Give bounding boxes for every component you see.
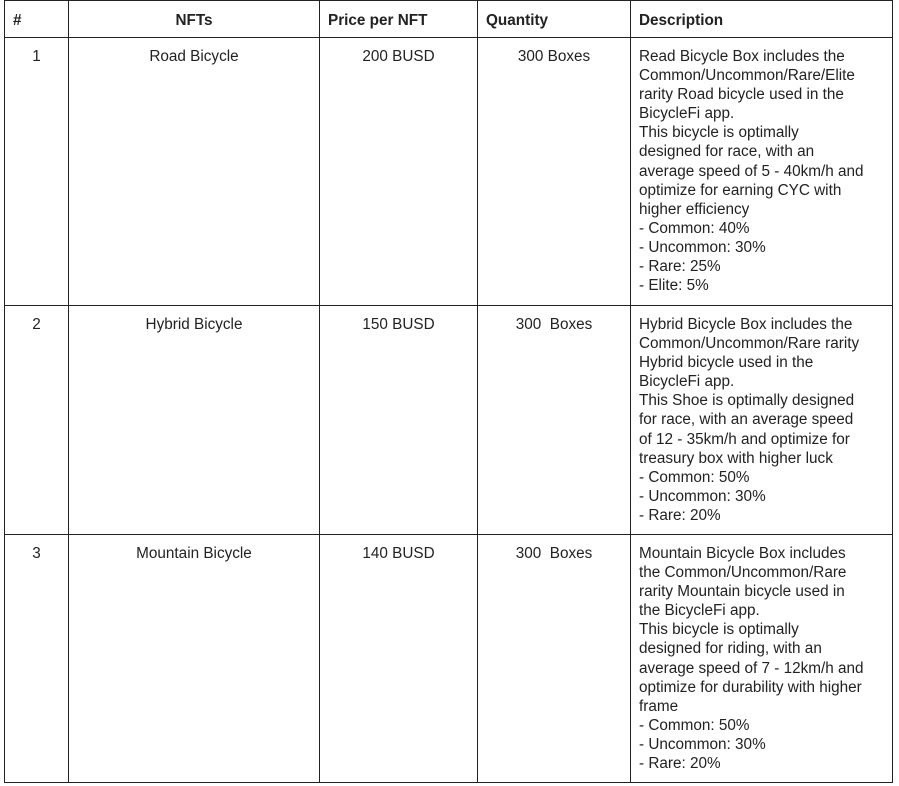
description-line: - Uncommon: 30%	[639, 238, 766, 256]
description-line: - Elite: 5%	[639, 277, 709, 295]
description-line: Hybrid Bicycle Box includes the	[639, 316, 853, 333]
description-line: - Common: 50%	[639, 468, 750, 486]
description-line: - Common: 50%	[639, 716, 750, 734]
description-line: Mountain Bicycle Box includes	[639, 545, 846, 562]
header-num: #	[5, 1, 69, 38]
description-line: This bicycle is optimally	[639, 124, 799, 142]
description-line: - Rare: 20%	[639, 506, 721, 524]
nft-quantity	[478, 38, 631, 306]
header-price: Price per NFT	[320, 1, 478, 38]
description-line: This Shoe is optimally designed	[639, 392, 855, 410]
description-line: the Common/Uncommon/Rare	[639, 564, 847, 582]
table-row	[5, 535, 893, 783]
description-line: This bicycle is optimally	[639, 621, 799, 639]
nft-quantity	[478, 306, 631, 535]
quantity-value: 300 Boxes	[515, 316, 593, 333]
nft-description	[631, 306, 893, 535]
nft-name: Road Bicycle	[69, 38, 320, 306]
description-line: frame	[639, 697, 679, 715]
description-line: Read Bicycle Box includes the	[639, 48, 845, 65]
description-line: optimize for durability with higher	[639, 678, 862, 696]
nft-table	[4, 0, 893, 783]
header-nfts: NFTs	[69, 1, 320, 38]
description-line: designed for riding, with an	[639, 640, 822, 658]
quantity-value: 300 Boxes	[517, 48, 591, 65]
nft-description	[631, 535, 893, 783]
description-line: - Uncommon: 30%	[639, 487, 766, 505]
table-row	[5, 306, 893, 535]
description-line: - Rare: 25%	[639, 258, 721, 276]
description-line: - Rare: 20%	[639, 755, 721, 773]
row-number: 1	[5, 38, 69, 306]
description-line: Common/Uncommon/Rare/Elite	[639, 67, 855, 85]
header-description: Description	[631, 1, 893, 38]
header-row	[5, 1, 893, 38]
nft-price: 200 BUSD	[320, 38, 478, 306]
description-line: average speed of 7 - 12km/h and	[639, 659, 864, 677]
description-line: optimize for earning CYC with	[639, 181, 842, 199]
description-line: for race, with an average speed	[639, 411, 854, 429]
description-line: - Common: 40%	[639, 219, 750, 237]
description-line: treasury box with higher luck	[639, 449, 833, 467]
description-line: of 12 - 35km/h and optimize for	[639, 430, 850, 448]
description-line: higher efficiency	[639, 200, 750, 218]
description-line: rarity Mountain bicycle used in	[639, 583, 845, 601]
nft-quantity	[478, 535, 631, 783]
description-line: the BicycleFi app.	[639, 602, 760, 620]
nft-price: 140 BUSD	[320, 535, 478, 783]
nft-name: Hybrid Bicycle	[69, 306, 320, 535]
description-line: average speed of 5 - 40km/h and	[639, 162, 864, 180]
nft-name: Mountain Bicycle	[69, 535, 320, 783]
row-number: 2	[5, 306, 69, 535]
description-line: Common/Uncommon/Rare rarity	[639, 335, 860, 353]
table-row	[5, 38, 893, 306]
description-line: Hybrid bicycle used in the	[639, 354, 814, 372]
description-line: designed for race, with an	[639, 143, 815, 161]
description-line: - Uncommon: 30%	[639, 735, 766, 753]
description-line: rarity Road bicycle used in the	[639, 86, 844, 104]
nft-price: 150 BUSD	[320, 306, 478, 535]
description-line: BicycleFi app.	[639, 373, 735, 391]
row-number: 3	[5, 535, 69, 783]
header-quantity: Quantity	[478, 1, 631, 38]
nft-description	[631, 38, 893, 306]
quantity-value: 300 Boxes	[515, 545, 593, 562]
description-line: BicycleFi app.	[639, 105, 735, 123]
